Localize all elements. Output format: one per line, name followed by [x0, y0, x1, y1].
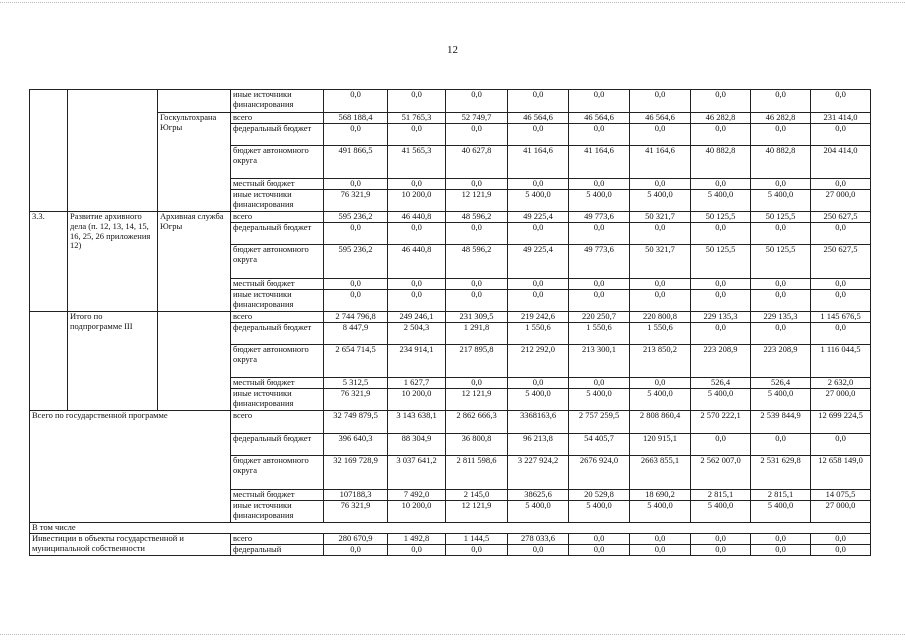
value-cell: 46 440,8 [388, 245, 446, 279]
funding-source-cell: иные источники финансирования [231, 190, 324, 212]
value-cell: 1 145 676,5 [811, 312, 871, 323]
value-cell: 40 882,8 [691, 146, 751, 179]
value-cell: 5 400,0 [691, 501, 751, 523]
value-cell: 88 304,9 [388, 434, 446, 456]
value-cell: 49 225,4 [508, 245, 569, 279]
value-cell: 7 492,0 [388, 490, 446, 501]
value-cell: 50 125,5 [691, 245, 751, 279]
value-cell: 2 632,0 [811, 378, 871, 389]
value-cell: 18 690,2 [630, 490, 691, 501]
value-cell: 12 121,9 [446, 190, 508, 212]
value-cell: 27 000,0 [811, 501, 871, 523]
value-cell: 12 658 149,0 [811, 456, 871, 490]
subtotal-label-cell: Итого по подпрограмме III [68, 312, 158, 411]
executor-cell [158, 312, 231, 411]
funding-source-cell: местный бюджет [231, 378, 324, 389]
value-cell: 20 529,8 [569, 490, 630, 501]
value-cell: 0,0 [630, 90, 691, 113]
value-cell: 41 565,3 [388, 146, 446, 179]
value-cell: 229 135,3 [691, 312, 751, 323]
value-cell: 49 773,6 [569, 245, 630, 279]
value-cell: 0,0 [811, 90, 871, 113]
value-cell: 0,0 [446, 545, 508, 556]
funding-source-cell: местный бюджет [231, 179, 324, 190]
value-cell: 50 321,7 [630, 212, 691, 223]
value-cell: 223 208,9 [751, 345, 811, 378]
program-total-label-cell: Всего по государственной программе [30, 411, 231, 523]
value-cell: 41 164,6 [630, 146, 691, 179]
value-cell: 5 400,0 [630, 501, 691, 523]
value-cell: 41 164,6 [508, 146, 569, 179]
value-cell: 50 125,5 [751, 212, 811, 223]
value-cell: 49 773,6 [569, 212, 630, 223]
measure-name-cell [68, 90, 158, 212]
value-cell: 0,0 [324, 290, 388, 312]
value-cell: 0,0 [446, 223, 508, 245]
funding-source-cell: бюджет автономного округа [231, 146, 324, 179]
value-cell: 0,0 [811, 223, 871, 245]
funding-source-cell: федеральный бюджет [231, 223, 324, 245]
value-cell: 46 282,8 [751, 113, 811, 124]
value-cell: 5 400,0 [508, 501, 569, 523]
value-cell: 76 321,9 [324, 190, 388, 212]
value-cell: 595 236,2 [324, 245, 388, 279]
value-cell: 0,0 [630, 378, 691, 389]
including-label-cell: В том числе [30, 523, 871, 534]
value-cell: 491 866,5 [324, 146, 388, 179]
value-cell: 568 188,4 [324, 113, 388, 124]
value-cell: 0,0 [811, 545, 871, 556]
value-cell: 0,0 [811, 323, 871, 345]
value-cell: 0,0 [751, 223, 811, 245]
value-cell: 46 564,6 [569, 113, 630, 124]
value-cell: 396 640,3 [324, 434, 388, 456]
value-cell: 5 400,0 [569, 501, 630, 523]
value-cell: 0,0 [691, 223, 751, 245]
value-cell: 595 236,2 [324, 212, 388, 223]
value-cell: 0,0 [751, 545, 811, 556]
funding-source-cell: иные источники финансирования [231, 290, 324, 312]
investments-label-cell: Инвестиции в объекты государственной и муниципальной собственности [30, 534, 231, 556]
value-cell: 0,0 [811, 434, 871, 456]
value-cell: 5 400,0 [691, 190, 751, 212]
value-cell: 0,0 [569, 90, 630, 113]
value-cell: 5 400,0 [569, 190, 630, 212]
value-cell: 0,0 [751, 124, 811, 146]
funding-source-cell: бюджет автономного округа [231, 245, 324, 279]
value-cell: 220 800,8 [630, 312, 691, 323]
value-cell: 231 414,0 [811, 113, 871, 124]
value-cell: 46 564,6 [630, 113, 691, 124]
value-cell: 12 121,9 [446, 389, 508, 411]
value-cell: 0,0 [751, 323, 811, 345]
funding-source-cell: всего [231, 411, 324, 434]
value-cell: 36 800,8 [446, 434, 508, 456]
value-cell: 0,0 [630, 124, 691, 146]
value-cell: 0,0 [691, 545, 751, 556]
value-cell: 1 492,8 [388, 534, 446, 545]
value-cell: 0,0 [751, 290, 811, 312]
value-cell: 278 033,6 [508, 534, 569, 545]
value-cell: 212 292,0 [508, 345, 569, 378]
value-cell: 0,0 [388, 545, 446, 556]
value-cell: 5 400,0 [569, 389, 630, 411]
funding-source-cell: всего [231, 312, 324, 323]
value-cell: 231 309,5 [446, 312, 508, 323]
value-cell: 223 208,9 [691, 345, 751, 378]
value-cell: 0,0 [508, 378, 569, 389]
value-cell: 0,0 [751, 179, 811, 190]
value-cell: 10 200,0 [388, 389, 446, 411]
funding-source-cell: иные источники финансирования [231, 389, 324, 411]
value-cell: 0,0 [811, 534, 871, 545]
value-cell: 0,0 [630, 279, 691, 290]
value-cell: 0,0 [508, 90, 569, 113]
value-cell: 0,0 [691, 279, 751, 290]
value-cell: 213 850,2 [630, 345, 691, 378]
value-cell: 51 765,3 [388, 113, 446, 124]
value-cell: 0,0 [630, 290, 691, 312]
page-number: 12 [447, 44, 458, 56]
value-cell: 1 550,6 [569, 323, 630, 345]
value-cell: 0,0 [569, 545, 630, 556]
value-cell: 32 169 728,9 [324, 456, 388, 490]
value-cell: 0,0 [508, 279, 569, 290]
value-cell: 0,0 [324, 223, 388, 245]
executor-cell [158, 90, 231, 113]
value-cell: 76 321,9 [324, 389, 388, 411]
value-cell: 1 291,8 [446, 323, 508, 345]
value-cell: 32 749 879,5 [324, 411, 388, 434]
value-cell: 0,0 [569, 378, 630, 389]
value-cell: 0,0 [691, 434, 751, 456]
value-cell: 0,0 [811, 124, 871, 146]
value-cell: 0,0 [751, 90, 811, 113]
value-cell: 96 213,8 [508, 434, 569, 456]
value-cell: 526,4 [691, 378, 751, 389]
value-cell: 2676 924,0 [569, 456, 630, 490]
value-cell: 1 627,7 [388, 378, 446, 389]
table-row [30, 212, 871, 223]
value-cell: 0,0 [691, 323, 751, 345]
value-cell: 5 400,0 [751, 501, 811, 523]
table-row [30, 90, 871, 113]
table-row [30, 523, 871, 534]
value-cell: 1 144,5 [446, 534, 508, 545]
value-cell: 219 242,6 [508, 312, 569, 323]
funding-source-cell: федеральный бюджет [231, 434, 324, 456]
value-cell: 234 914,1 [388, 345, 446, 378]
value-cell: 0,0 [446, 290, 508, 312]
funding-source-cell: иные источники финансирования [231, 90, 324, 113]
value-cell: 0,0 [388, 290, 446, 312]
value-cell: 120 915,1 [630, 434, 691, 456]
value-cell: 54 405,7 [569, 434, 630, 456]
scan-edge-top [0, 2, 905, 3]
value-cell: 0,0 [508, 179, 569, 190]
value-cell: 0,0 [691, 534, 751, 545]
value-cell: 0,0 [446, 90, 508, 113]
value-cell: 0,0 [324, 124, 388, 146]
value-cell: 52 749,7 [446, 113, 508, 124]
value-cell: 204 414,0 [811, 146, 871, 179]
value-cell: 48 596,2 [446, 212, 508, 223]
value-cell: 0,0 [751, 534, 811, 545]
value-cell: 0,0 [324, 545, 388, 556]
value-cell: 0,0 [569, 124, 630, 146]
value-cell: 3 037 641,2 [388, 456, 446, 490]
value-cell: 2 654 714,5 [324, 345, 388, 378]
value-cell: 50 321,7 [630, 245, 691, 279]
value-cell: 0,0 [324, 279, 388, 290]
value-cell: 2 862 666,3 [446, 411, 508, 434]
value-cell: 0,0 [630, 545, 691, 556]
value-cell: 5 400,0 [630, 190, 691, 212]
funding-source-cell: бюджет автономного округа [231, 456, 324, 490]
value-cell: 107188,3 [324, 490, 388, 501]
value-cell: 2 811 598,6 [446, 456, 508, 490]
value-cell: 50 125,5 [691, 212, 751, 223]
value-cell: 5 400,0 [751, 190, 811, 212]
table-row [30, 534, 871, 545]
scan-edge-bottom [0, 634, 905, 635]
value-cell: 12 121,9 [446, 501, 508, 523]
value-cell: 46 440,8 [388, 212, 446, 223]
value-cell: 2 757 259,5 [569, 411, 630, 434]
value-cell: 0,0 [569, 179, 630, 190]
value-cell: 2 815,1 [691, 490, 751, 501]
row-number-cell [30, 312, 68, 411]
value-cell: 41 164,6 [569, 146, 630, 179]
value-cell: 10 200,0 [388, 501, 446, 523]
value-cell: 0,0 [446, 124, 508, 146]
value-cell: 0,0 [630, 223, 691, 245]
value-cell: 8 447,9 [324, 323, 388, 345]
value-cell: 2 531 629,8 [751, 456, 811, 490]
value-cell: 0,0 [569, 279, 630, 290]
value-cell: 3368163,6 [508, 411, 569, 434]
value-cell: 38625,6 [508, 490, 569, 501]
value-cell: 0,0 [388, 179, 446, 190]
value-cell: 1 550,6 [630, 323, 691, 345]
value-cell: 5 400,0 [508, 190, 569, 212]
value-cell: 0,0 [811, 279, 871, 290]
funding-source-cell: федеральный бюджет [231, 323, 324, 345]
value-cell: 217 895,8 [446, 345, 508, 378]
funding-source-cell: всего [231, 212, 324, 223]
funding-source-cell: иные источники финансирования [231, 501, 324, 523]
value-cell: 3 143 638,1 [388, 411, 446, 434]
row-number-cell: 3.3. [30, 212, 68, 312]
value-cell: 0,0 [691, 179, 751, 190]
value-cell: 3 227 924,2 [508, 456, 569, 490]
value-cell: 0,0 [691, 290, 751, 312]
value-cell: 0,0 [508, 124, 569, 146]
funding-source-cell: местный бюджет [231, 279, 324, 290]
value-cell: 0,0 [811, 290, 871, 312]
value-cell: 2 744 796,8 [324, 312, 388, 323]
value-cell: 0,0 [569, 223, 630, 245]
value-cell: 0,0 [691, 124, 751, 146]
value-cell: 27 000,0 [811, 389, 871, 411]
value-cell: 0,0 [751, 434, 811, 456]
value-cell: 249 246,1 [388, 312, 446, 323]
value-cell: 76 321,9 [324, 501, 388, 523]
value-cell: 0,0 [446, 279, 508, 290]
value-cell: 10 200,0 [388, 190, 446, 212]
value-cell: 0,0 [630, 534, 691, 545]
value-cell: 2 562 007,0 [691, 456, 751, 490]
funding-source-cell: федеральный бюджет [231, 124, 324, 146]
value-cell: 229 135,3 [751, 312, 811, 323]
value-cell: 0,0 [388, 279, 446, 290]
table-row [30, 411, 871, 434]
value-cell: 0,0 [508, 223, 569, 245]
value-cell: 14 075,5 [811, 490, 871, 501]
value-cell: 526,4 [751, 378, 811, 389]
value-cell: 50 125,5 [751, 245, 811, 279]
measure-name-cell: Развитие архивного дела (п. 12, 13, 14, 15, 16, 25, 26 приложения 12) [68, 212, 158, 312]
value-cell: 1 116 044,5 [811, 345, 871, 378]
funding-source-cell: всего [231, 534, 324, 545]
funding-source-cell: местный бюджет [231, 490, 324, 501]
budget-table [29, 89, 871, 556]
value-cell: 0,0 [569, 290, 630, 312]
funding-source-cell: федеральный [231, 545, 324, 556]
row-number-cell [30, 90, 68, 212]
value-cell: 2663 855,1 [630, 456, 691, 490]
value-cell: 5 400,0 [691, 389, 751, 411]
funding-source-cell: бюджет автономного округа [231, 345, 324, 378]
value-cell: 46 564,6 [508, 113, 569, 124]
value-cell: 0,0 [569, 534, 630, 545]
value-cell: 0,0 [324, 90, 388, 113]
value-cell: 0,0 [508, 290, 569, 312]
executor-cell: Госкультохрана Югры [158, 113, 231, 212]
value-cell: 46 282,8 [691, 113, 751, 124]
executor-cell: Архивная служба Югры [158, 212, 231, 312]
value-cell: 0,0 [630, 179, 691, 190]
value-cell: 5 400,0 [630, 389, 691, 411]
value-cell: 40 627,8 [446, 146, 508, 179]
value-cell: 0,0 [324, 179, 388, 190]
value-cell: 49 225,4 [508, 212, 569, 223]
value-cell: 0,0 [751, 279, 811, 290]
value-cell: 5 312,5 [324, 378, 388, 389]
value-cell: 0,0 [388, 124, 446, 146]
value-cell: 250 627,5 [811, 245, 871, 279]
funding-source-cell: всего [231, 113, 324, 124]
value-cell: 27 000,0 [811, 190, 871, 212]
value-cell: 2 815,1 [751, 490, 811, 501]
value-cell: 5 400,0 [508, 389, 569, 411]
value-cell: 0,0 [446, 179, 508, 190]
value-cell: 40 882,8 [751, 146, 811, 179]
value-cell: 2 145,0 [446, 490, 508, 501]
value-cell: 0,0 [691, 90, 751, 113]
value-cell: 0,0 [811, 179, 871, 190]
value-cell: 2 808 860,4 [630, 411, 691, 434]
value-cell: 0,0 [388, 223, 446, 245]
value-cell: 213 300,1 [569, 345, 630, 378]
value-cell: 220 250,7 [569, 312, 630, 323]
value-cell: 0,0 [508, 545, 569, 556]
value-cell: 250 627,5 [811, 212, 871, 223]
value-cell: 1 550,6 [508, 323, 569, 345]
value-cell: 5 400,0 [751, 389, 811, 411]
value-cell: 0,0 [388, 90, 446, 113]
value-cell: 2 504,3 [388, 323, 446, 345]
value-cell: 2 539 844,9 [751, 411, 811, 434]
value-cell: 12 699 224,5 [811, 411, 871, 434]
value-cell: 48 596,2 [446, 245, 508, 279]
value-cell: 2 570 222,1 [691, 411, 751, 434]
value-cell: 280 670,9 [324, 534, 388, 545]
value-cell: 0,0 [446, 378, 508, 389]
table-row [30, 312, 871, 323]
